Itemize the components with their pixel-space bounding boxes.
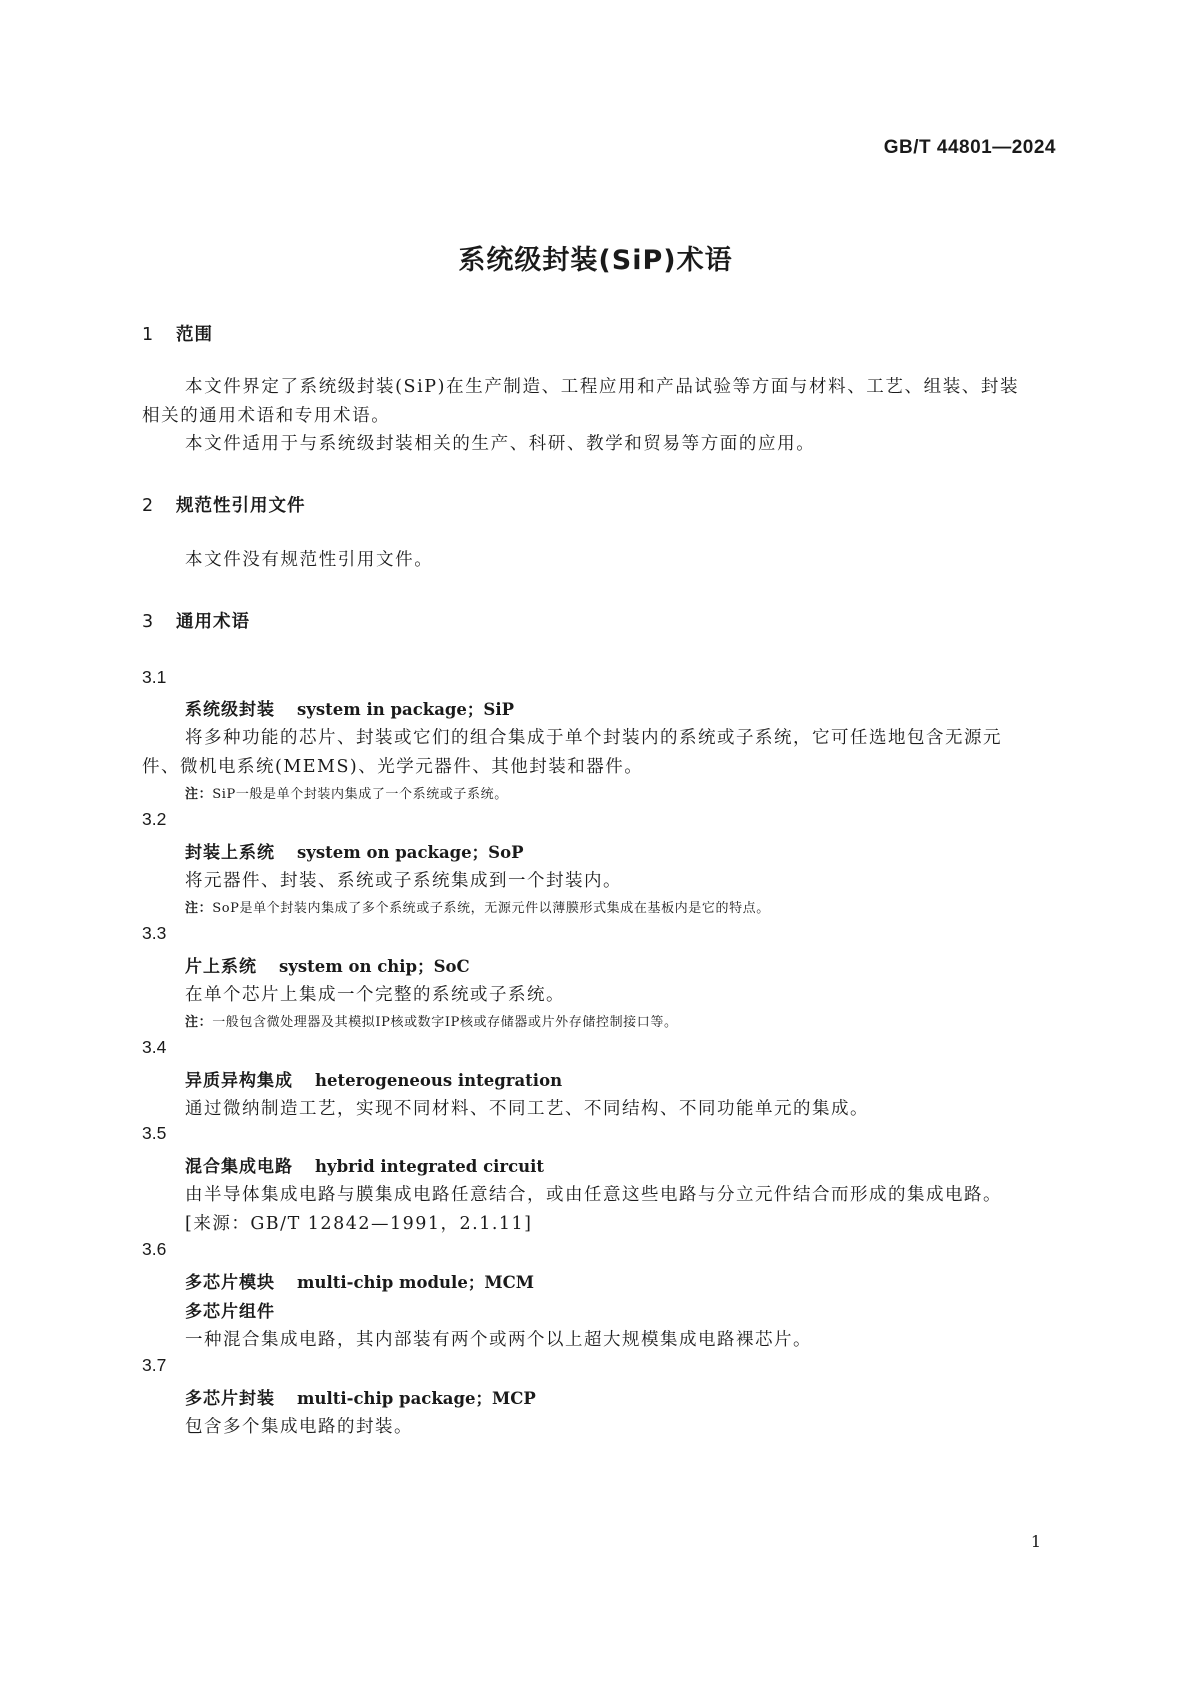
term-number: 3.6 <box>142 1239 167 1259</box>
section-heading-normative-references <box>142 492 306 517</box>
term-name-zh: 多芯片模块 <box>185 1273 275 1293</box>
term-name-zh: 系统级封装 <box>185 700 275 720</box>
paragraph-line: 本文件没有规范性引用文件。 <box>185 550 434 570</box>
term-source: [来源：GB/T 12842—1991，2.1.11] <box>185 1214 533 1234</box>
term-definition: 在单个芯片上集成一个完整的系统或子系统。 <box>185 985 565 1005</box>
term-number: 3.5 <box>142 1123 167 1143</box>
term-entry <box>185 1268 534 1293</box>
term-definition: 将元器件、封装、系统或子系统集成到一个封装内。 <box>185 871 622 891</box>
term-name-zh: 封装上系统 <box>185 843 275 863</box>
term-name-en: system on package；SoP <box>297 843 524 862</box>
note-label: 注： <box>185 1015 213 1030</box>
term-number: 3.7 <box>142 1355 167 1375</box>
paragraph-line: 相关的通用术语和专用术语。 <box>142 406 391 426</box>
term-definition: 通过微纳制造工艺，实现不同材料、不同工艺、不同结构、不同功能单元的集成。 <box>185 1099 869 1119</box>
document-title: 系统级封装(SiP)术语 <box>458 245 733 276</box>
term-number: 3.2 <box>142 809 167 829</box>
term-note <box>185 783 508 802</box>
term-name-en: hybrid integrated circuit <box>315 1157 545 1176</box>
term-name-en: system on chip；SoC <box>279 957 470 976</box>
term-definition-cont: 件、微机电系统(MEMS)、光学元器件、其他封装和器件。 <box>142 757 644 777</box>
section-title: 范围 <box>176 325 213 345</box>
term-note <box>185 1011 678 1030</box>
term-entry <box>185 952 470 977</box>
section-heading-general-terms <box>142 608 250 633</box>
note-text: SiP一般是单个封装内集成了一个系统或子系统。 <box>212 787 508 802</box>
page-number: 1 <box>1030 1532 1041 1551</box>
term-note <box>185 897 770 916</box>
term-name-en: multi-chip package；MCP <box>297 1389 536 1408</box>
term-name-zh: 片上系统 <box>185 957 257 977</box>
term-alt-name-zh: 多芯片组件 <box>185 1302 275 1322</box>
section-number: 1 <box>142 325 155 345</box>
section-number: 3 <box>142 612 155 632</box>
term-entry <box>185 1384 536 1409</box>
paragraph-line: 本文件适用于与系统级封装相关的生产、科研、教学和贸易等方面的应用。 <box>185 434 816 454</box>
section-title: 规范性引用文件 <box>176 496 306 516</box>
term-name-en: heterogeneous integration <box>315 1071 563 1090</box>
term-definition: 将多种功能的芯片、封装或它们的组合集成于单个封装内的系统或子系统，它可任选地包含无源元 <box>185 728 1002 748</box>
section-heading-scope <box>142 321 213 346</box>
term-name-en: multi-chip module；MCM <box>297 1273 534 1292</box>
section-title: 通用术语 <box>176 612 250 632</box>
note-label: 注： <box>185 901 213 916</box>
section-number: 2 <box>142 496 155 516</box>
term-definition: 一种混合集成电路，其内部装有两个或两个以上超大规模集成电路裸芯片。 <box>185 1330 812 1350</box>
term-name-en: system in package；SiP <box>297 700 515 719</box>
term-name-zh: 混合集成电路 <box>185 1157 293 1177</box>
note-text: 一般包含微处理器及其模拟IP核或数字IP核或存储器或片外存储控制接口等。 <box>212 1015 678 1030</box>
paragraph-line: 本文件界定了系统级封装(SiP)在生产制造、工程应用和产品试验等方面与材料、工艺、组装、封装 <box>185 377 1020 397</box>
note-text: SoP是单个封装内集成了多个系统或子系统，无源元件以薄膜形式集成在基板内是它的特点。 <box>212 901 770 916</box>
term-entry <box>185 1066 562 1091</box>
term-definition: 由半导体集成电路与膜集成电路任意结合，或由任意这些电路与分立元件结合而形成的集成电路。 <box>185 1185 1002 1205</box>
term-definition: 包含多个集成电路的封装。 <box>185 1417 413 1437</box>
term-entry <box>185 1152 544 1177</box>
term-entry <box>185 838 524 863</box>
term-number: 3.3 <box>142 923 167 943</box>
standard-number: GB/T 44801—2024 <box>883 137 1056 158</box>
term-name-zh: 异质异构集成 <box>185 1071 293 1091</box>
term-entry <box>185 695 514 720</box>
term-name-zh: 多芯片封装 <box>185 1389 275 1409</box>
term-number: 3.1 <box>142 667 167 687</box>
term-number: 3.4 <box>142 1037 167 1057</box>
note-label: 注： <box>185 787 213 802</box>
